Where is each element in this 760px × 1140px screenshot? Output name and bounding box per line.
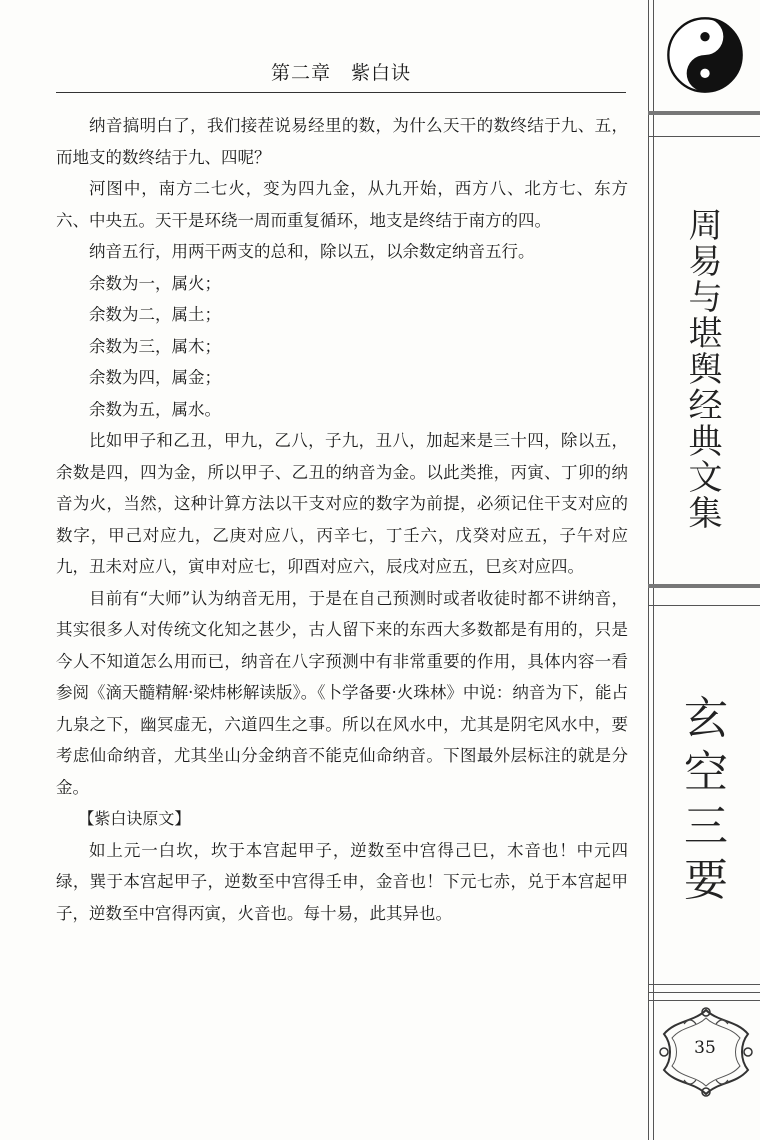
series-title-char: 易 [688,242,724,282]
book-title-char: 玄 [684,693,728,744]
series-title-char: 文 [688,458,724,498]
series-title-char: 与 [688,278,724,318]
series-title-char: 周 [688,206,724,246]
paragraph: 如上元一白坎，坎于本宫起甲子，逆数至中宫得己巳，木音也！中元四绿，巽于本宫起甲子，逆数至中宫得壬申，金音也！下元七赤，兑于本宫起甲子，逆数至中宫得丙寅，火音也。每十易，此其异也。 [56,840,628,923]
header-divider [56,92,626,93]
book-title [676,692,736,908]
paragraph: 河图中，南方二七火，变为四九金，从九开始，西方八、北方七、东方六、中央五。天干是环绕一周而重复循环，地支是终结于南方的四。 [56,179,628,230]
chapter-title: 第二章 紫白诀 [270,62,411,84]
sidebar-rule [648,992,760,993]
sidebar-band [648,584,760,588]
sidebar-band [648,111,760,115]
paragraph: 纳音五行，用两干两支的总和，除以五，以余数定纳音五行。 [89,242,535,261]
paragraph: 余数为五，属水。 [89,399,221,419]
paragraph: 余数为二，属土； [89,305,221,324]
book-title-char: 空 [684,747,728,798]
paragraph: 纳音搞明白了，我们接茬说易经里的数，为什么天干的数终结于九、五，而地支的数终结于九、四呢？ [56,116,628,167]
sidebar-border-inner [653,0,654,1140]
series-title-char: 舆 [688,350,724,390]
book-title-char: 要 [684,855,728,906]
series-title-char: 集 [688,494,724,534]
page-number: 35 [694,1038,716,1058]
taiji-icon [666,16,744,94]
sidebar [648,0,760,1140]
series-title [676,208,736,532]
series-title-char: 典 [688,422,724,462]
book-title-char: 三 [684,801,728,852]
paragraph: 余数为一，属火； [89,273,221,293]
sidebar-border-outer [648,0,649,1140]
sidebar-rule [648,136,760,137]
sidebar-rule [648,984,760,985]
paragraph: 比如甲子和乙丑，甲九，乙八，子九，丑八，加起来是三十四，除以五，余数是四，四为金，所以甲子、乙丑的纳音为金。以此类推，丙寅、丁卯的纳音为火，当然，这种计算方法以干支对应的数字为前提，必须记住干支对应的数字，甲己对应九，乙庚对应八，丙辛七，丁壬六，戊癸对应五，子午对应九，丑未对应八，寅申对应七，卯酉对应六，辰戌对应五，巳亥对应四。 [56,431,628,576]
paragraph: 余数为三，属木； [89,336,221,356]
sidebar-rule [648,605,760,606]
sidebar-rule [648,1000,760,1001]
series-title-char: 堪 [688,314,724,354]
paragraph: 目前有“大师”认为纳音无用，于是在自己预测时或者收徒时都不讲纳音，其实很多人对传统文化知之甚少，古人留下来的东西大多数都是有用的，只是今人不知道怎么用而已，纳音在八字预测中有非常重要的作用，具体内容一看参阅《滴天髓精解·梁炜彬解读版》。《卜学备要·火珠林》中说：纳音为下，能占九泉之下，幽冥虚无，六道四生之事。所以在风水中，尤其是阴宅风水中，要考虑仙命纳音，尤其坐山分金纳音不能克仙命纳音。下图最外层标注的就是分金。 [56,588,628,797]
paragraph: 余数为四，属金； [89,368,221,387]
body-text [56,110,628,929]
section-heading: 【紫白诀原文】 [78,809,191,828]
series-title-char: 经 [688,386,724,426]
